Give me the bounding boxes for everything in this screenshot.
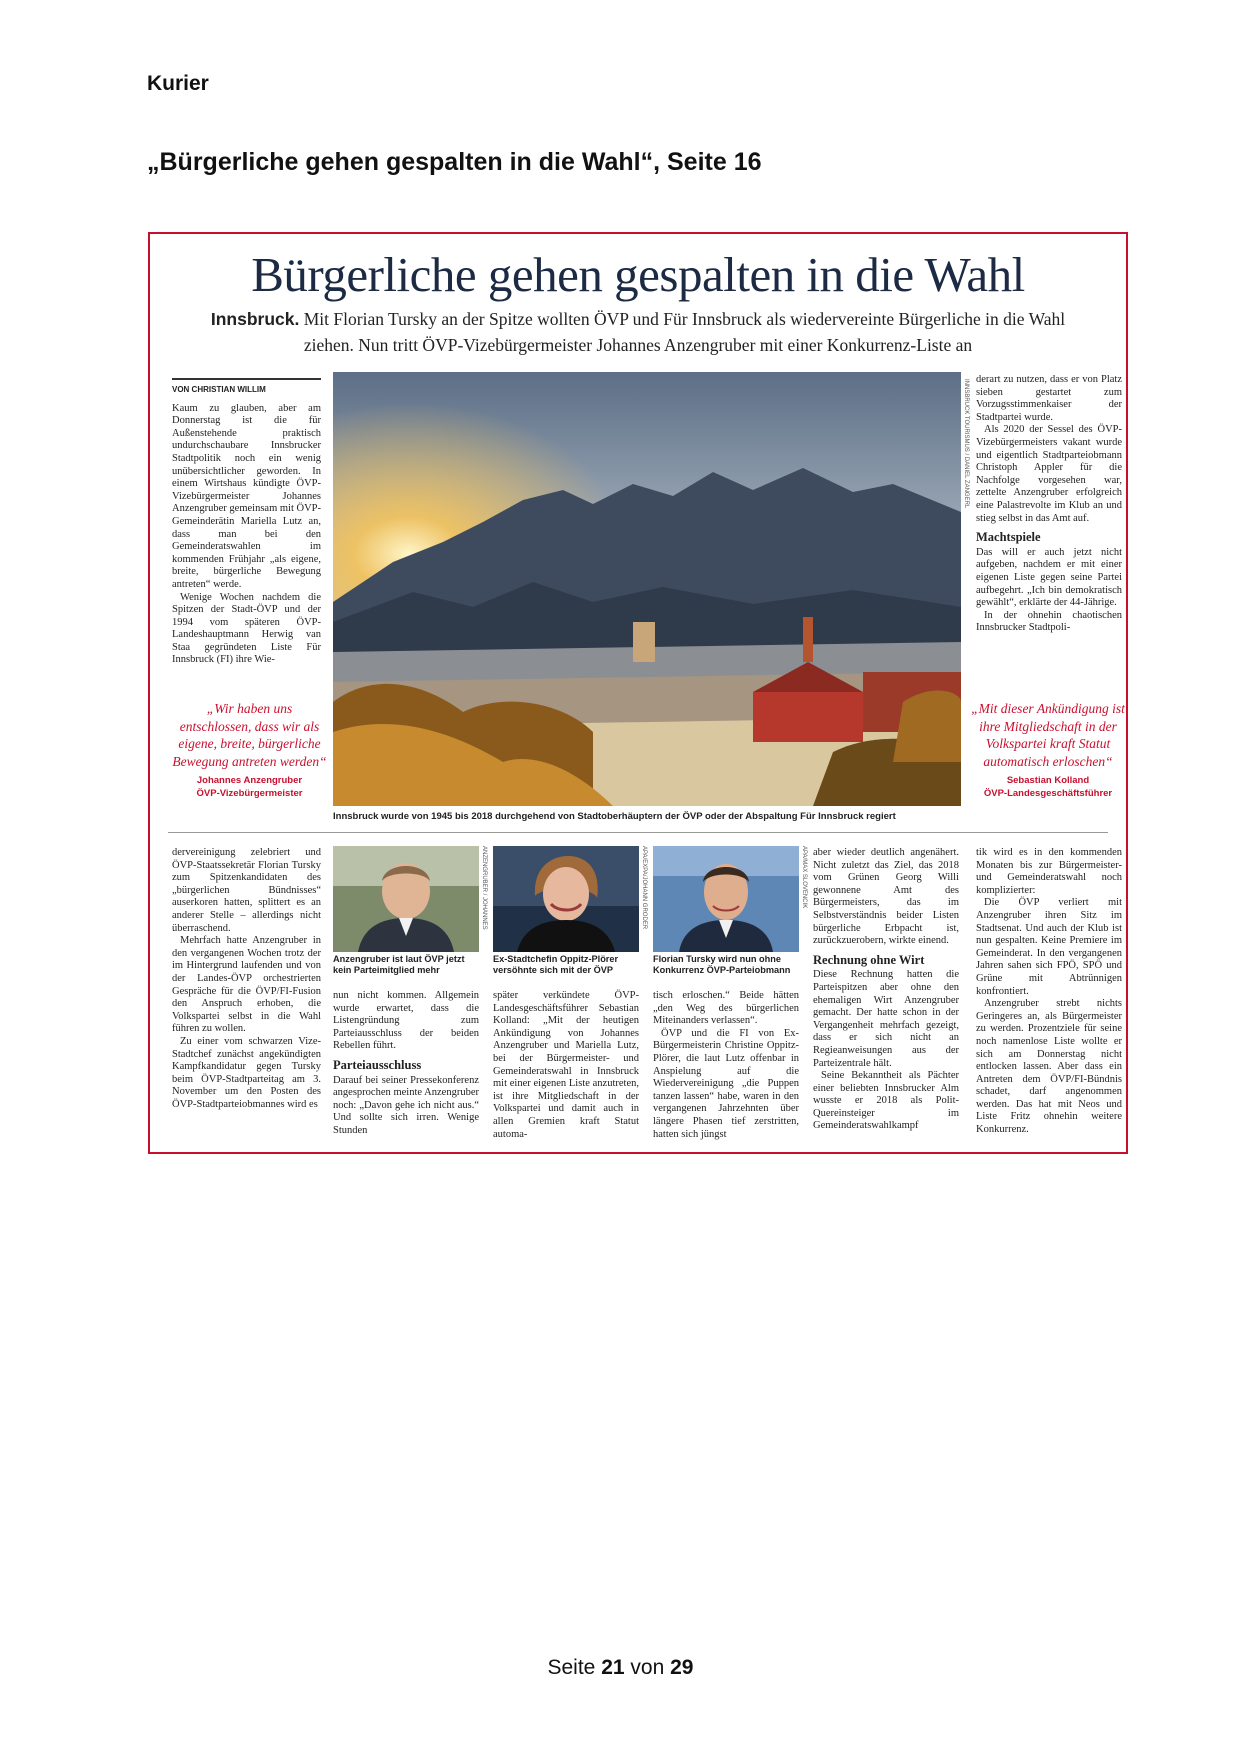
column-bottom-3	[493, 990, 639, 1141]
portrait-caption: Anzengruber ist laut ÖVP jetzt kein Parteimitglied mehr	[333, 954, 465, 975]
footer-current-page: 21	[601, 1656, 625, 1679]
paragraph: tik wird es in den kommenden Monaten bis zur Bürgermeister- und Gemeinderatswahl noch komplizierter:	[976, 847, 1122, 896]
pull-quote-left	[172, 700, 327, 800]
newspaper-clipping	[148, 232, 1128, 1154]
quote-role: ÖVP-Landesgeschäftsführer	[983, 788, 1113, 799]
photo-caption: Innsbruck wurde von 1945 bis 2018 durchgehend von Stadtoberhäuptern der ÖVP oder der Abspaltung Für Innsbruck regiert	[333, 811, 896, 822]
paragraph: derart zu nutzen, dass er von Platz sieben gestartet zum Vorzugsstimmenkaiser der Stadtpartei wurde.	[976, 374, 1122, 423]
portrait-credit: APA/EXPA/JOHANN GRODER	[641, 846, 647, 930]
paragraph: Als 2020 der Sessel des ÖVP-Vizebürgermeisters vakant wurde und eigentlich Stadtparteiobmann Christoph Appler für die Nachfolge vorgesehen war, zettelte Anzengruber erfolgreich eine Palastrevolte im Klub an und stieg selbst in das Amt auf.	[976, 424, 1122, 524]
paragraph: aber wieder deutlich angenähert. Nicht zuletzt das Ziel, das 2018 vom Grünen Georg Willi gewonnene Amt des Bürgermeisters, das im Selbstverständnis beider Listen bürgerliche Erbpacht ist, zurückzuerobern, wirkte einend.	[813, 847, 959, 947]
paragraph: Das will er auch jetzt nicht aufgeben, nachdem er mit einer eigenen Liste gegen seine Partei aufbegehrt. „Ich bin demokratisch gewählt“, erklärte der 44-Jährige.	[976, 546, 1122, 609]
quote-text: „Wir haben uns entschlossen, dass wir als eigene, breite, bürgerliche Bewegung antreten werden“	[172, 701, 327, 769]
paragraph: später verkündete ÖVP-Landesgeschäftsführer Sebastian Kolland: „Mit der heutigen Ankündigung von Johannes Anzengruber und Mariella Lutz, bei der Bürgermeister- und Gemeinderatswahl in Innsbruck mit einer eigenen Liste anzutreten, ist ihre Mitgliedschaft in der Volkspartei und damit auch in allen Gremien kraft Statut automa-	[493, 990, 639, 1140]
paragraph: Zu einer vom schwarzen Vize-Stadtchef zunächst angekündigten Kampfkandidatur gegen Tursky beim ÖVP-Stadtparteitag am 3. November um den Posten des ÖVP-Stadtparteiobmannes wird es	[172, 1035, 321, 1110]
pull-quote-right	[970, 700, 1126, 800]
byline: VON CHRISTIAN WILLIM	[172, 378, 321, 397]
paragraph: ÖVP und die FI von Ex-Bürgermeisterin Christine Oppitz-Plörer, die laut Lutz offenbar in Anspielung auf die Wiedervereinigung „die Puppen tanzen lassen“ habe, waren in den vergangenen Jahrzehnten über längere Phasen tief zerstritten, hatten sich jüngst	[653, 1027, 799, 1140]
quote-author: Johannes Anzengruber	[196, 775, 303, 786]
footer-total-pages: 29	[670, 1656, 694, 1679]
column-left	[172, 378, 321, 667]
paragraph: tisch erloschen.“ Beide hätten „den Weg des bürgerlichen Miteinanders verlassen“.	[653, 990, 799, 1027]
paragraph: Mehrfach hatte Anzengruber in den vergangenen Wochen trotz der im Hintergrund laufenden und von der Landes-ÖVP orchestrierten Gespräche für die ÖVP/FI-Fusion den Anspruch erhoben, die Volkspartei selbst in die Wahl führen zu wollen.	[172, 935, 321, 1035]
portrait-caption: Florian Tursky wird nun ohne Konkurrenz ÖVP-Parteiobmann	[653, 954, 791, 975]
quote-author: Sebastian Kolland	[1006, 775, 1090, 786]
innsbruck-panorama-photo	[333, 372, 961, 806]
paragraph: Anzengruber strebt nichts Geringeres an, als Bürgermeister zu werden. Prozentziele für seine noch namenlose Liste wollte er sich am Donnerstag nicht entlocken lassen. Aber dass ein Antreten dem ÖVP/FI-Bündnis schadet, darf angenommen werden. Das hat mit Neos und Liste Fritz ohnehin weitere Konkurrenz.	[976, 998, 1122, 1136]
portrait-caption: Ex-Stadtchefin Oppitz-Plörer versöhnte sich mit der ÖVP	[493, 954, 619, 975]
subheading: Machtspiele	[976, 530, 1041, 545]
portrait-credit: ANZENGRUBER / JOHANNES	[481, 846, 487, 930]
portrait-oppitz-ploerer	[493, 846, 639, 952]
subheading: Parteiausschluss	[333, 1057, 422, 1072]
footer-separator: von	[630, 1656, 665, 1679]
photo-credit: INNSBRUCK TOURISMUS / DANIEL ZANGERL	[963, 379, 969, 509]
paragraph: dervereinigung zelebriert und ÖVP-Staatssekretär Florian Tursky zum Spitzenkandidaten des „bürgerlichen Bündnisses“ auserkoren hatten, splittert es an anderer Stelle – allerdings nicht überraschend.	[172, 847, 321, 934]
quote-role: ÖVP-Vizebürgermeister	[196, 788, 303, 799]
column-bottom-4	[653, 990, 799, 1141]
column-bottom-5	[813, 847, 959, 1133]
article-title: Bürgerliche gehen gespalten in die Wahl	[251, 247, 1025, 302]
paragraph: In der ohnehin chaotischen Innsbrucker Stadtpoli-	[976, 609, 1122, 634]
article-lead	[210, 306, 1066, 358]
subheading: Rechnung ohne Wirt	[813, 952, 925, 967]
paragraph: Die ÖVP verliert mit Anzengruber ihren Sitz im Stadtsenat. Und auch der Klub ist nun gespalten. Keine Premiere im Gemeinderat. In den vergangenen Jahren sahen sich FPÖ, SPÖ und Grüne mit Abtrünnigen konfrontiert.	[976, 897, 1122, 997]
portrait-tursky	[653, 846, 799, 952]
newspaper-source: Kurier	[147, 72, 209, 95]
page-headline: „Bürgerliche gehen gespalten in die Wahl“, Seite 16	[147, 148, 762, 176]
page-footer	[0, 1656, 1241, 1680]
paragraph: Kaum zu glauben, aber am Donnerstag ist die für Außenstehende praktisch undurchschaubare Innsbrucker Stadtpolitik noch ein wenig unübersichtlicher geworden. In einem Wirtshaus kündigte ÖVP-Vizebürgermeister Johannes Anzengruber gemeinsam mit ÖVP-Gemeinderätin Mariella Lutz an, dass man bei den Gemeinderatswahlen im kommenden Frühjahr „als eigene, breite, bürgerliche Bewegung antreten“ werde.	[172, 402, 322, 590]
column-bottom-2	[333, 990, 479, 1138]
portrait-credit: APA/MAX SLOVENCIK	[801, 846, 807, 909]
lead-place: Innsbruck.	[210, 309, 300, 329]
column-bottom-1	[172, 847, 321, 1111]
paragraph: Diese Rechnung hatten die Parteispitzen aber ohne den ehemaligen Wirt Anzengruber gemacht. Der hatte schon in der Vergangenheit mehrfach gezeigt, dass er sich nicht an Regieanweisungen aus der Parteizentrale hält.	[813, 969, 959, 1069]
paragraph: Seine Bekanntheit als Pächter einer beliebten Innsbrucker Alm wusste er 2018 als Polit-Quereinsteiger im Gemeinderatswahlkampf	[813, 1070, 959, 1132]
quote-text: „Mit dieser Ankündigung ist ihre Mitgliedschaft in der Volkspartei kraft Statut automatisch erloschen“	[971, 701, 1125, 769]
footer-prefix: Seite	[547, 1656, 596, 1679]
column-bottom-6	[976, 847, 1122, 1137]
paragraph: Wenige Wochen nachdem die Spitzen der Stadt-ÖVP und der 1994 vom späteren ÖVP-Landeshauptmann Herwig van Staa gegründeten Liste Für Innsbruck (FI) ihre Wie-	[172, 591, 321, 666]
paragraph: Darauf bei seiner Pressekonferenz angesprochen meinte Anzengruber noch: „Davon gehe ich nicht aus.“ Und sollte sich irren. Wenige Stunden	[333, 1074, 479, 1136]
divider	[168, 832, 1108, 833]
column-right	[976, 374, 1122, 635]
lead-text: Mit Florian Tursky an der Spitze wollten ÖVP und Für Innsbruck als wiedervereinte Bürgerliche in die Wahl ziehen. Nun tritt ÖVP-Vizebürgermeister Johannes Anzengruber mit einer Konkurrenz-Liste an	[299, 309, 1066, 355]
paragraph: nun nicht kommen. Allgemein wurde erwartet, dass die Listengründung zum Parteiausschluss der beiden Rebellen führt.	[333, 990, 479, 1052]
portrait-anzengruber	[333, 846, 479, 952]
